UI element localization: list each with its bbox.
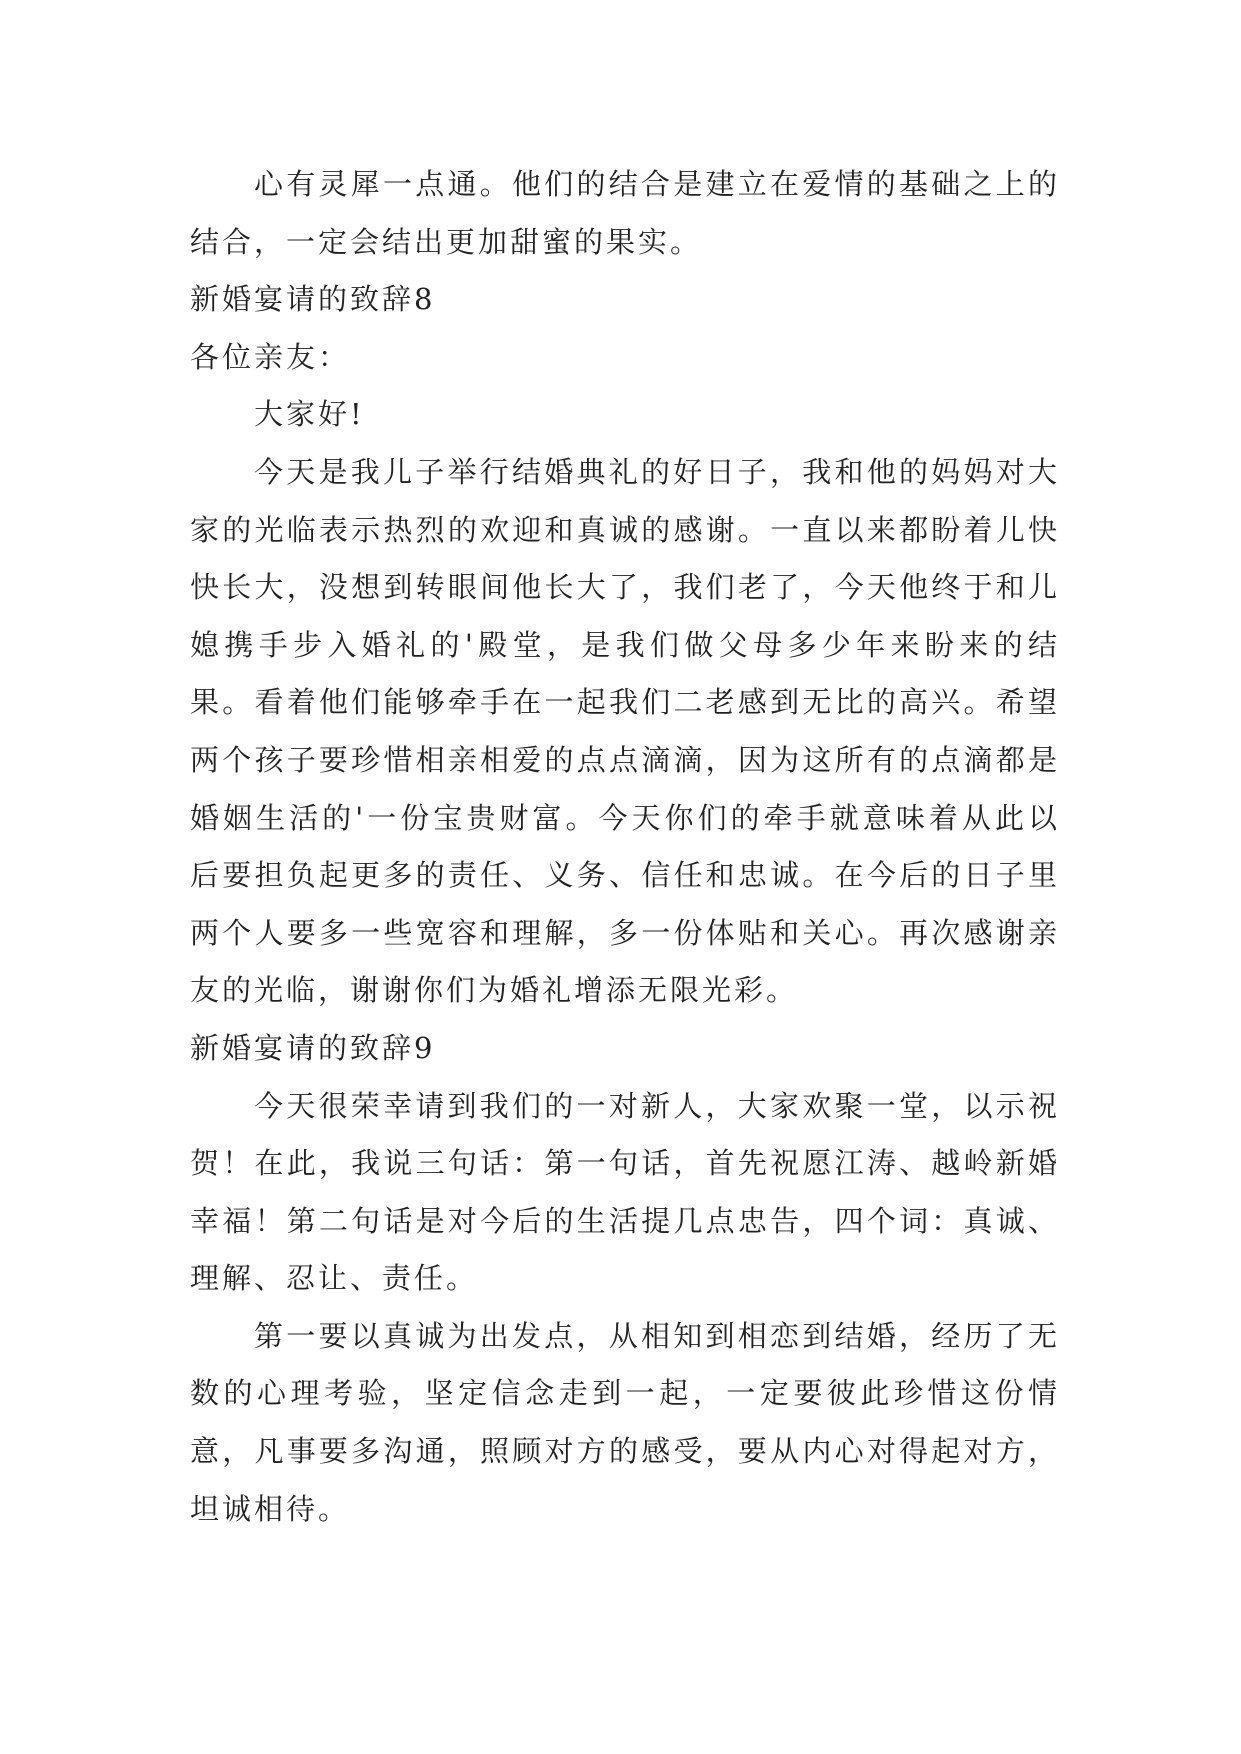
paragraph-speech-9-intro: 今天很荣幸请到我们的一对新人，大家欢聚一堂，以示祝贺！在此，我说三句话：第一句话，首先祝愿江涛、越岭新婚幸福！第二句话是对今后的生活提几点忠告，四个词：真诚、理解、忍让、责任。 xyxy=(190,1088,1060,1296)
salutation: 各位亲友： xyxy=(190,339,351,374)
paragraph-closing-blessing: 心有灵犀一点通。他们的结合是建立在爱情的基础之上的结合，一定会结出更加甜蜜的果实。 xyxy=(190,167,1060,259)
paragraph-speech-9-sincerity: 第一要以真诚为出发点，从相知到相恋到结婚，经历了无数的心理考验，坚定信念走到一起，一定要彼此珍惜这份情意，凡事要多沟通，照顾对方的感受，要从内心对得起对方，坦诚相待。 xyxy=(190,1318,1060,1526)
paragraph-speech-8-body: 今天是我儿子举行结婚典礼的好日子，我和他的妈妈对大家的光临表示热烈的欢迎和真诚的感谢。一直以来都盼着儿快快长大，没想到转眼间他长大了，我们老了，今天他终于和儿媳携手步入婚礼的'殿堂，是我们做父母多少年来盼来的结果。看着他们能够牵手在一起我们二老感到无比的高兴。希望两个孩子要珍惜相亲相爱的点点滴滴，因为这所有的点滴都是婚姻生活的'一份宝贵财富。今天你们的牵手就意味着从此以后要担负起更多的责任、义务、信任和忠诚。在今后的日子里两个人要多一些宽容和理解，多一份体贴和关心。再次感谢亲友的光临，谢谢你们为婚礼增添无限光彩。 xyxy=(190,454,1060,1008)
document-page xyxy=(190,156,1060,1538)
section-heading-speech-9: 新婚宴请的致辞9 xyxy=(190,1030,436,1065)
greeting: 大家好! xyxy=(254,397,365,432)
section-heading-speech-8: 新婚宴请的致辞8 xyxy=(190,282,436,317)
